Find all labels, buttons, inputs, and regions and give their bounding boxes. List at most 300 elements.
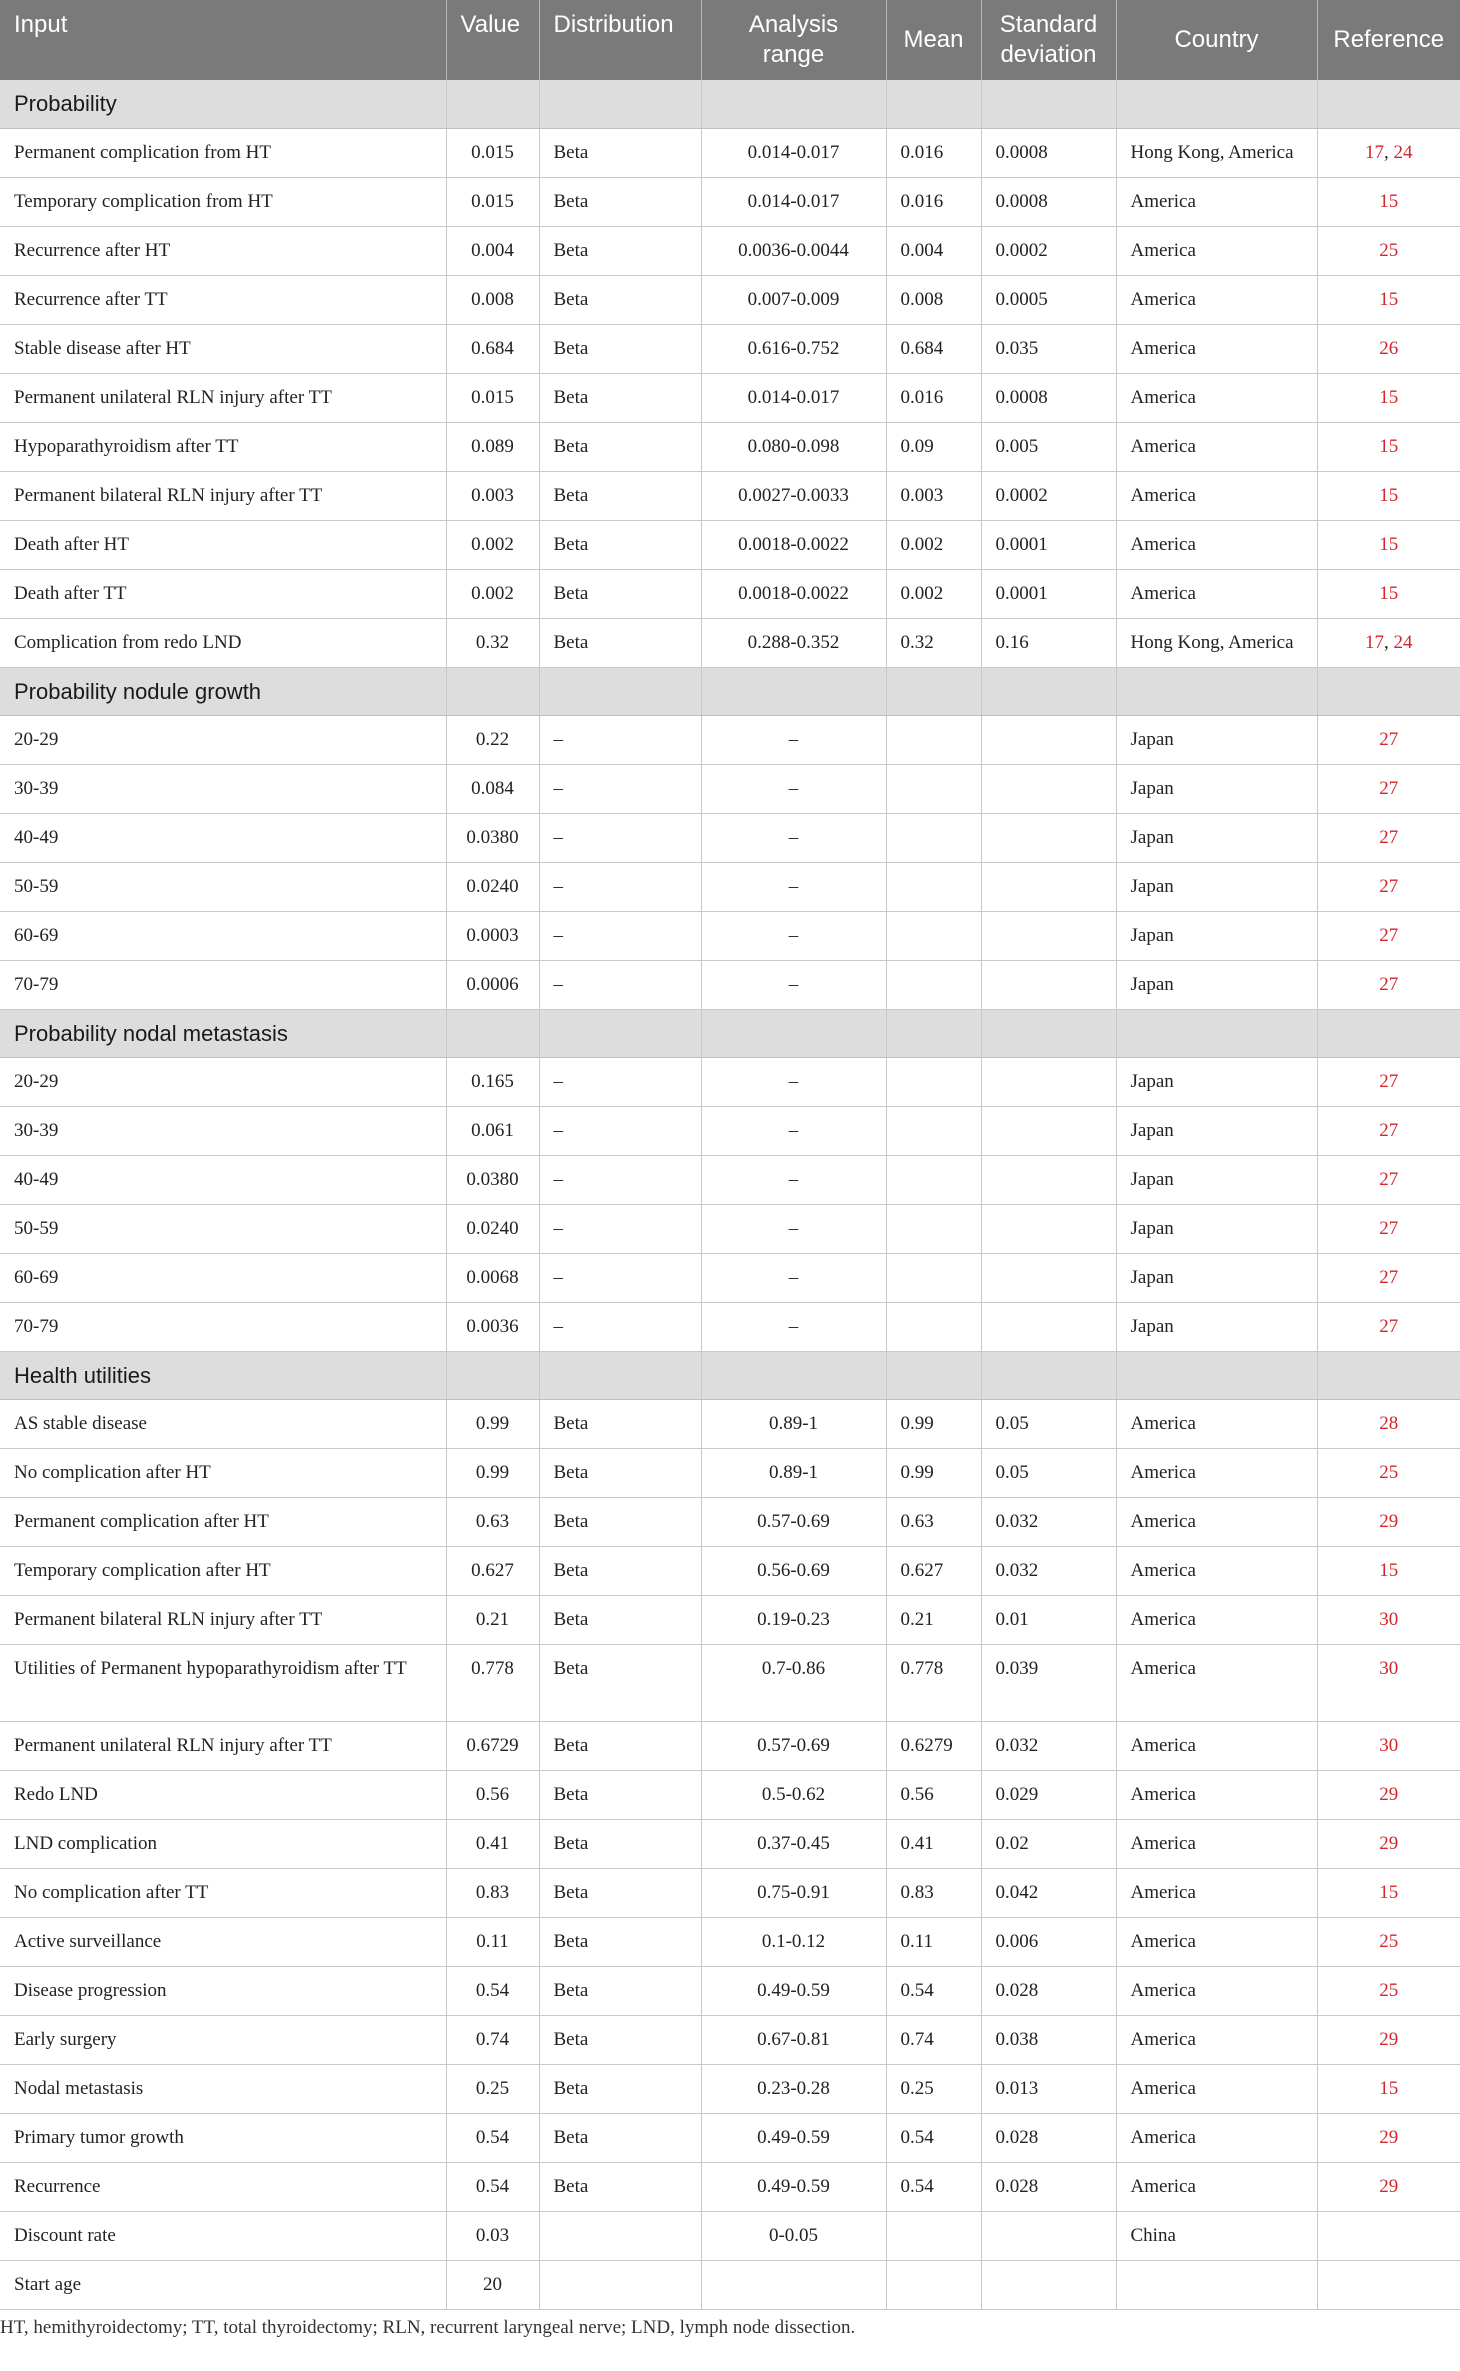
cell-reference <box>1317 1770 1460 1819</box>
reference-link[interactable]: 30 <box>1379 1608 1399 1630</box>
section-filler-cell <box>701 1009 886 1057</box>
reference-link[interactable]: 27 <box>1379 1168 1399 1190</box>
reference-link[interactable]: 27 <box>1379 826 1399 848</box>
cell-input: Primary tumor growth <box>0 2113 446 2162</box>
cell-country: America <box>1116 2162 1317 2211</box>
cell-standard-deviation: 0.028 <box>981 2162 1116 2211</box>
cell-value: 0.084 <box>446 764 539 813</box>
reference-link[interactable]: 25 <box>1379 1930 1399 1952</box>
cell-mean: 0.002 <box>886 520 981 569</box>
section-title: Probability <box>0 80 446 128</box>
cell-input: Discount rate <box>0 2211 446 2260</box>
cell-value: 0.0380 <box>446 813 539 862</box>
cell-country: America <box>1116 1448 1317 1497</box>
cell-standard-deviation: 0.028 <box>981 1966 1116 2015</box>
reference-link[interactable]: 24 <box>1393 141 1413 163</box>
cell-analysis-range: 0.19-0.23 <box>701 1595 886 1644</box>
cell-country: Japan <box>1116 813 1317 862</box>
reference-link[interactable]: 29 <box>1379 1510 1399 1532</box>
cell-mean: 0.54 <box>886 1966 981 2015</box>
cell-standard-deviation: 0.0002 <box>981 471 1116 520</box>
cell-analysis-range: 0.37-0.45 <box>701 1819 886 1868</box>
cell-distribution: Beta <box>539 2162 701 2211</box>
cell-mean <box>886 862 981 911</box>
section-filler-cell <box>886 1351 981 1399</box>
cell-standard-deviation <box>981 1204 1116 1253</box>
cell-country: America <box>1116 275 1317 324</box>
cell-distribution: – <box>539 1155 701 1204</box>
cell-mean: 0.99 <box>886 1399 981 1448</box>
cell-value: 0.003 <box>446 471 539 520</box>
reference-link[interactable]: 24 <box>1393 631 1413 653</box>
table-row <box>0 1497 1460 1546</box>
cell-input: 30-39 <box>0 764 446 813</box>
table-row <box>0 2260 1460 2309</box>
table-row <box>0 1155 1460 1204</box>
cell-analysis-range: – <box>701 1057 886 1106</box>
cell-value: 0.627 <box>446 1546 539 1595</box>
table-row <box>0 813 1460 862</box>
table-row <box>0 1057 1460 1106</box>
cell-distribution: Beta <box>539 177 701 226</box>
cell-standard-deviation: 0.006 <box>981 1917 1116 1966</box>
section-filler-cell <box>701 667 886 715</box>
cell-country: Japan <box>1116 1155 1317 1204</box>
cell-value: 0.11 <box>446 1917 539 1966</box>
cell-mean: 0.002 <box>886 569 981 618</box>
cell-mean: 0.56 <box>886 1770 981 1819</box>
cell-reference <box>1317 324 1460 373</box>
cell-analysis-range: 0-0.05 <box>701 2211 886 2260</box>
table-row <box>0 1204 1460 1253</box>
cell-value: 0.008 <box>446 275 539 324</box>
cell-distribution: Beta <box>539 1595 701 1644</box>
header-standard-deviation: Standard deviation <box>981 0 1116 80</box>
cell-standard-deviation: 0.0008 <box>981 128 1116 177</box>
cell-standard-deviation: 0.0005 <box>981 275 1116 324</box>
cell-mean: 0.016 <box>886 373 981 422</box>
cell-standard-deviation <box>981 2211 1116 2260</box>
cell-input: 30-39 <box>0 1106 446 1155</box>
cell-value: 0.63 <box>446 1497 539 1546</box>
cell-standard-deviation: 0.0001 <box>981 520 1116 569</box>
cell-value: 0.0380 <box>446 1155 539 1204</box>
cell-distribution: Beta <box>539 324 701 373</box>
cell-country: America <box>1116 2064 1317 2113</box>
reference-link[interactable]: 15 <box>1379 386 1399 408</box>
section-filler-cell <box>446 667 539 715</box>
cell-distribution: Beta <box>539 1399 701 1448</box>
cell-reference <box>1317 1595 1460 1644</box>
cell-value: 0.0240 <box>446 1204 539 1253</box>
reference-link[interactable]: 27 <box>1379 973 1399 995</box>
header-mean: Mean <box>886 0 981 80</box>
reference-link[interactable]: 15 <box>1379 2077 1399 2099</box>
section-filler-cell <box>1116 80 1317 128</box>
cell-standard-deviation: 0.042 <box>981 1868 1116 1917</box>
cell-value: 0.004 <box>446 226 539 275</box>
table-row <box>0 960 1460 1009</box>
cell-reference <box>1317 177 1460 226</box>
cell-standard-deviation: 0.038 <box>981 2015 1116 2064</box>
cell-country: America <box>1116 1721 1317 1770</box>
cell-reference <box>1317 911 1460 960</box>
cell-mean: 0.99 <box>886 1448 981 1497</box>
cell-reference <box>1317 960 1460 1009</box>
reference-link[interactable]: 15 <box>1379 1559 1399 1581</box>
cell-distribution: Beta <box>539 1448 701 1497</box>
cell-country: America <box>1116 422 1317 471</box>
cell-analysis-range: 0.5-0.62 <box>701 1770 886 1819</box>
cell-analysis-range: 0.49-0.59 <box>701 2162 886 2211</box>
header-country: Country <box>1116 0 1317 80</box>
reference-link[interactable]: 27 <box>1379 1315 1399 1337</box>
reference-link[interactable]: 27 <box>1379 875 1399 897</box>
cell-input: Nodal metastasis <box>0 2064 446 2113</box>
section-filler-cell <box>1116 1009 1317 1057</box>
section-filler-cell <box>1317 667 1460 715</box>
reference-link[interactable]: 25 <box>1379 1979 1399 2001</box>
cell-input: Permanent bilateral RLN injury after TT <box>0 471 446 520</box>
cell-value: 0.0068 <box>446 1253 539 1302</box>
table-row <box>0 128 1460 177</box>
cell-distribution: Beta <box>539 1917 701 1966</box>
cell-country: America <box>1116 373 1317 422</box>
table-row <box>0 1546 1460 1595</box>
cell-country: America <box>1116 520 1317 569</box>
cell-distribution: Beta <box>539 2113 701 2162</box>
table-row <box>0 862 1460 911</box>
cell-distribution: – <box>539 1302 701 1351</box>
cell-country: America <box>1116 1868 1317 1917</box>
table-row <box>0 1399 1460 1448</box>
table-body <box>0 80 1460 2309</box>
cell-reference <box>1317 1302 1460 1351</box>
section-filler-cell <box>1317 1351 1460 1399</box>
cell-analysis-range: – <box>701 813 886 862</box>
cell-mean <box>886 764 981 813</box>
cell-mean <box>886 1155 981 1204</box>
cell-reference <box>1317 569 1460 618</box>
cell-analysis-range: 0.616-0.752 <box>701 324 886 373</box>
cell-analysis-range: 0.007-0.009 <box>701 275 886 324</box>
table-row <box>0 2211 1460 2260</box>
cell-distribution: Beta <box>539 1819 701 1868</box>
cell-input: 40-49 <box>0 1155 446 1204</box>
cell-standard-deviation <box>981 715 1116 764</box>
cell-value: 20 <box>446 2260 539 2309</box>
cell-reference <box>1317 1721 1460 1770</box>
cell-reference <box>1317 862 1460 911</box>
cell-standard-deviation: 0.0008 <box>981 177 1116 226</box>
cell-country: America <box>1116 1770 1317 1819</box>
cell-analysis-range: 0.080-0.098 <box>701 422 886 471</box>
cell-country: China <box>1116 2211 1317 2260</box>
section-filler-cell <box>446 1351 539 1399</box>
reference-link[interactable]: 27 <box>1379 1266 1399 1288</box>
reference-link[interactable]: 17 <box>1365 631 1384 653</box>
cell-country: America <box>1116 324 1317 373</box>
cell-input: Redo LND <box>0 1770 446 1819</box>
cell-analysis-range: 0.89-1 <box>701 1399 886 1448</box>
reference-link[interactable]: 28 <box>1379 1412 1399 1434</box>
cell-analysis-range: 0.57-0.69 <box>701 1721 886 1770</box>
cell-mean: 0.11 <box>886 1917 981 1966</box>
cell-value: 0.32 <box>446 618 539 667</box>
cell-country: Japan <box>1116 1302 1317 1351</box>
section-filler-cell <box>701 1351 886 1399</box>
reference-link[interactable]: 29 <box>1379 2028 1399 2050</box>
cell-value: 0.74 <box>446 2015 539 2064</box>
section-title: Probability nodule growth <box>0 667 446 715</box>
cell-input: 50-59 <box>0 862 446 911</box>
cell-analysis-range: 0.0018-0.0022 <box>701 569 886 618</box>
cell-mean: 0.684 <box>886 324 981 373</box>
cell-input: 60-69 <box>0 1253 446 1302</box>
cell-value: 0.061 <box>446 1106 539 1155</box>
reference-link[interactable]: 15 <box>1379 533 1399 555</box>
cell-reference <box>1317 1546 1460 1595</box>
reference-link[interactable]: 25 <box>1379 1461 1399 1483</box>
cell-reference <box>1317 1868 1460 1917</box>
cell-distribution <box>539 2260 701 2309</box>
reference-link[interactable]: 15 <box>1379 190 1399 212</box>
cell-value: 0.089 <box>446 422 539 471</box>
reference-link[interactable]: 25 <box>1379 239 1399 261</box>
table-row <box>0 569 1460 618</box>
cell-reference <box>1317 2064 1460 2113</box>
cell-reference <box>1317 1819 1460 1868</box>
cell-standard-deviation: 0.0008 <box>981 373 1116 422</box>
cell-analysis-range: 0.57-0.69 <box>701 1497 886 1546</box>
cell-input: Permanent unilateral RLN injury after TT <box>0 1721 446 1770</box>
table-row <box>0 275 1460 324</box>
cell-value: 0.0240 <box>446 862 539 911</box>
cell-distribution: Beta <box>539 1770 701 1819</box>
section-filler-cell <box>886 667 981 715</box>
cell-country: Japan <box>1116 1106 1317 1155</box>
cell-standard-deviation <box>981 1253 1116 1302</box>
reference-link[interactable]: 29 <box>1379 1783 1399 1805</box>
cell-value: 0.015 <box>446 373 539 422</box>
cell-distribution: – <box>539 1204 701 1253</box>
reference-link[interactable]: 27 <box>1379 1070 1399 1092</box>
cell-distribution: – <box>539 813 701 862</box>
cell-reference <box>1317 128 1460 177</box>
cell-input: 20-29 <box>0 715 446 764</box>
cell-analysis-range: 0.1-0.12 <box>701 1917 886 1966</box>
section-title: Probability nodal metastasis <box>0 1009 446 1057</box>
cell-input: No complication after TT <box>0 1868 446 1917</box>
cell-standard-deviation <box>981 1302 1116 1351</box>
cell-reference <box>1317 520 1460 569</box>
cell-analysis-range: – <box>701 960 886 1009</box>
cell-analysis-range: 0.49-0.59 <box>701 2113 886 2162</box>
section-filler-cell <box>539 1351 701 1399</box>
cell-mean <box>886 911 981 960</box>
cell-mean <box>886 2211 981 2260</box>
cell-analysis-range: – <box>701 911 886 960</box>
reference-link[interactable]: 27 <box>1379 1119 1399 1141</box>
cell-distribution: Beta <box>539 1966 701 2015</box>
cell-country: Japan <box>1116 715 1317 764</box>
cell-mean <box>886 1106 981 1155</box>
reference-link[interactable]: 15 <box>1379 484 1399 506</box>
cell-standard-deviation <box>981 1057 1116 1106</box>
cell-reference <box>1317 2260 1460 2309</box>
cell-standard-deviation: 0.16 <box>981 618 1116 667</box>
cell-standard-deviation: 0.032 <box>981 1721 1116 1770</box>
cell-reference <box>1317 764 1460 813</box>
header-reference: Reference <box>1317 0 1460 80</box>
cell-distribution: – <box>539 1057 701 1106</box>
cell-value: 0.22 <box>446 715 539 764</box>
cell-input: Permanent complication after HT <box>0 1497 446 1546</box>
header-distribution: Distribution <box>539 0 701 80</box>
cell-standard-deviation: 0.039 <box>981 1644 1116 1721</box>
header-analysis-range: Analysis range <box>701 0 886 80</box>
table-row <box>0 1595 1460 1644</box>
reference-link[interactable]: 29 <box>1379 2126 1399 2148</box>
section-filler-cell <box>539 1009 701 1057</box>
cell-distribution: Beta <box>539 275 701 324</box>
cell-mean: 0.6279 <box>886 1721 981 1770</box>
cell-mean: 0.54 <box>886 2113 981 2162</box>
cell-distribution: Beta <box>539 1497 701 1546</box>
reference-link[interactable]: 26 <box>1379 337 1399 359</box>
cell-reference <box>1317 1966 1460 2015</box>
section-row <box>0 1009 1460 1057</box>
cell-standard-deviation: 0.0002 <box>981 226 1116 275</box>
cell-distribution: Beta <box>539 2064 701 2113</box>
cell-mean: 0.54 <box>886 2162 981 2211</box>
reference-link[interactable]: 15 <box>1379 1881 1399 1903</box>
cell-mean: 0.627 <box>886 1546 981 1595</box>
cell-reference <box>1317 1155 1460 1204</box>
cell-input: 20-29 <box>0 1057 446 1106</box>
cell-country: America <box>1116 569 1317 618</box>
cell-reference <box>1317 2113 1460 2162</box>
cell-analysis-range: – <box>701 764 886 813</box>
cell-distribution: Beta <box>539 1868 701 1917</box>
cell-input: Permanent bilateral RLN injury after TT <box>0 1595 446 1644</box>
cell-value: 0.41 <box>446 1819 539 1868</box>
cell-value: 0.778 <box>446 1644 539 1721</box>
cell-distribution: Beta <box>539 618 701 667</box>
section-filler-cell <box>886 80 981 128</box>
table-row <box>0 1302 1460 1351</box>
cell-analysis-range: 0.0027-0.0033 <box>701 471 886 520</box>
cell-mean: 0.016 <box>886 128 981 177</box>
cell-standard-deviation: 0.029 <box>981 1770 1116 1819</box>
section-filler-cell <box>701 80 886 128</box>
cell-standard-deviation <box>981 1155 1116 1204</box>
cell-country: Japan <box>1116 960 1317 1009</box>
cell-country: America <box>1116 1546 1317 1595</box>
cell-input: Permanent complication from HT <box>0 128 446 177</box>
cell-mean <box>886 1204 981 1253</box>
cell-value: 0.25 <box>446 2064 539 2113</box>
cell-mean <box>886 715 981 764</box>
cell-input: No complication after HT <box>0 1448 446 1497</box>
cell-mean: 0.83 <box>886 1868 981 1917</box>
cell-distribution: Beta <box>539 373 701 422</box>
cell-country: Hong Kong, America <box>1116 128 1317 177</box>
cell-analysis-range: 0.75-0.91 <box>701 1868 886 1917</box>
cell-value: 0.03 <box>446 2211 539 2260</box>
table-row <box>0 2015 1460 2064</box>
cell-input: Active surveillance <box>0 1917 446 1966</box>
section-filler-cell <box>446 1009 539 1057</box>
cell-country: Japan <box>1116 1204 1317 1253</box>
cell-distribution: Beta <box>539 569 701 618</box>
cell-mean <box>886 1253 981 1302</box>
cell-value: 0.015 <box>446 128 539 177</box>
cell-distribution: – <box>539 764 701 813</box>
table-row <box>0 226 1460 275</box>
reference-link[interactable]: 29 <box>1379 2175 1399 2197</box>
cell-country: Japan <box>1116 1057 1317 1106</box>
cell-country <box>1116 2260 1317 2309</box>
cell-input: Permanent unilateral RLN injury after TT <box>0 373 446 422</box>
cell-country: Japan <box>1116 1253 1317 1302</box>
section-title: Health utilities <box>0 1351 446 1399</box>
cell-analysis-range: – <box>701 1302 886 1351</box>
table-row <box>0 1448 1460 1497</box>
reference-link[interactable]: 29 <box>1379 1832 1399 1854</box>
cell-distribution: Beta <box>539 226 701 275</box>
cell-mean: 0.004 <box>886 226 981 275</box>
table-row <box>0 715 1460 764</box>
cell-mean <box>886 813 981 862</box>
reference-link[interactable]: 27 <box>1379 924 1399 946</box>
cell-mean <box>886 2260 981 2309</box>
reference-link[interactable]: 30 <box>1379 1657 1399 1679</box>
section-row <box>0 667 1460 715</box>
section-filler-cell <box>981 1351 1116 1399</box>
table-row <box>0 618 1460 667</box>
reference-link[interactable]: 15 <box>1379 582 1399 604</box>
cell-distribution: Beta <box>539 422 701 471</box>
reference-link[interactable]: 27 <box>1379 728 1399 750</box>
cell-input: Hypoparathyroidism after TT <box>0 422 446 471</box>
cell-mean: 0.09 <box>886 422 981 471</box>
section-filler-cell <box>1116 1351 1317 1399</box>
cell-value: 0.99 <box>446 1399 539 1448</box>
reference-link[interactable]: 15 <box>1379 288 1399 310</box>
cell-country: America <box>1116 1917 1317 1966</box>
cell-analysis-range: – <box>701 715 886 764</box>
cell-reference <box>1317 1204 1460 1253</box>
cell-reference <box>1317 373 1460 422</box>
cell-reference <box>1317 2015 1460 2064</box>
cell-value: 0.54 <box>446 2113 539 2162</box>
cell-country: Japan <box>1116 862 1317 911</box>
section-row <box>0 1351 1460 1399</box>
cell-standard-deviation: 0.032 <box>981 1546 1116 1595</box>
reference-link[interactable]: 15 <box>1379 435 1399 457</box>
reference-link[interactable]: 17 <box>1365 141 1384 163</box>
reference-link[interactable]: 30 <box>1379 1734 1399 1756</box>
reference-link[interactable]: 27 <box>1379 777 1399 799</box>
cell-reference <box>1317 275 1460 324</box>
cell-analysis-range: 0.56-0.69 <box>701 1546 886 1595</box>
cell-value: 0.56 <box>446 1770 539 1819</box>
cell-input: 50-59 <box>0 1204 446 1253</box>
reference-link[interactable]: 27 <box>1379 1217 1399 1239</box>
table-row <box>0 2162 1460 2211</box>
cell-value: 0.21 <box>446 1595 539 1644</box>
